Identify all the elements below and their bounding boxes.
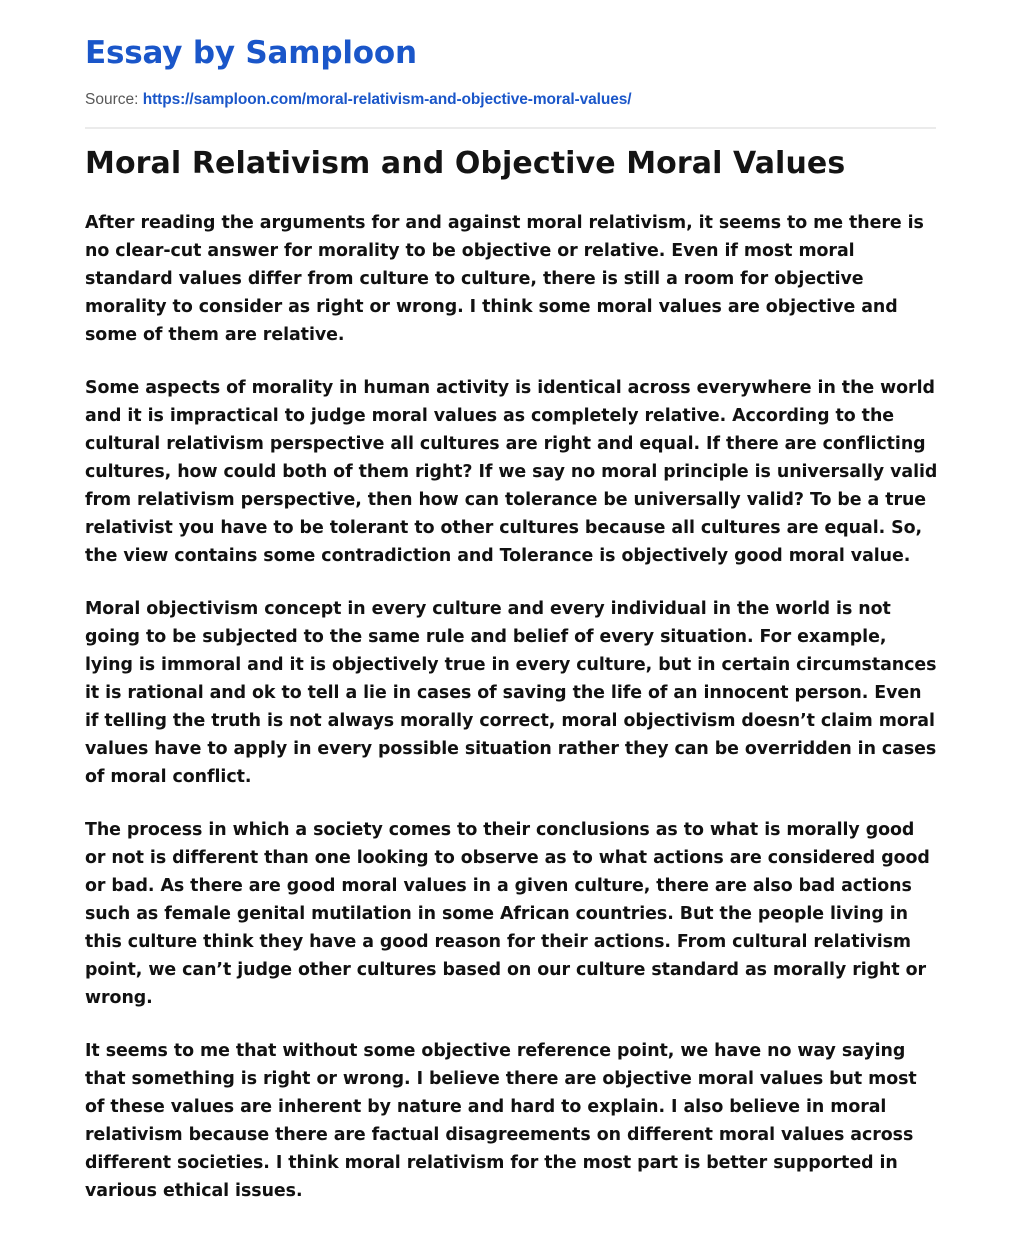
page-title: Moral Relativism and Objective Moral Values xyxy=(85,146,846,181)
document-content xyxy=(85,0,939,1205)
site-brand-title: Essay by Samploon xyxy=(85,35,417,71)
paragraph: Some aspects of morality in human activity is identical across everywhere in the world and it is impractical to judge moral values as completely relative. According to the cultural relativism perspective all cultures are right and equal. If there are conflicting cultures, how could both of them right? If we say no moral principle is universally valid from relativism perspective, then how can tolerance be universally valid? To be a true relativist you have to be tolerant to other cultures because all cultures are equal. So, the view contains some contradiction and Tolerance is objectively good moral value. xyxy=(85,378,938,566)
source-line xyxy=(85,73,939,110)
source-url-link[interactable]: https://samploon.com/moral-relativism-and-objective-moral-values/ xyxy=(142,91,632,108)
paragraph: Moral objectivism concept in every culture and every individual in the world is not going to be subjected to the same rule and belief of every situation. For example, lying is immoral and it is objectively true in every culture, but in certain circumstances it is rational and ok to tell a lie in cases of saving the life of an innocent person. Even if telling the truth is not always morally correct, moral objectivism doesn’t claim moral values have to apply in every possible situation rather they can be overridden in cases of moral conflict. xyxy=(85,599,937,787)
essay-body xyxy=(85,183,939,1205)
source-label: Source: xyxy=(85,91,139,108)
paragraph: It seems to me that without some objective reference point, we have no way saying that something is right or wrong. I believe there are objective moral values but most of these values are inherent by nature and hard to explain. I also believe in moral relativism because there are factual disagreements on different moral values across different societies. I think moral relativism for the most part is better supported in various ethical issues. xyxy=(85,1041,917,1201)
paragraph: After reading the arguments for and against moral relativism, it seems to me there is no clear-cut answer for morality to be objective or relative. Even if most moral standard values differ from culture to culture, there is still a room for objective morality to consider as right or wrong. I think some moral values are objective and some of them are relative. xyxy=(85,213,924,345)
paragraph: The process in which a society comes to their conclusions as to what is morally good or not is different than one looking to observe as to what actions are considered good or bad. As there are good moral values in a given culture, there are also bad actions such as female genital mutilation in some African countries. But the people living in this culture think they have a good reason for their actions. From cultural relativism point, we can’t judge other cultures based on our culture standard as morally right or wrong. xyxy=(85,820,930,1008)
